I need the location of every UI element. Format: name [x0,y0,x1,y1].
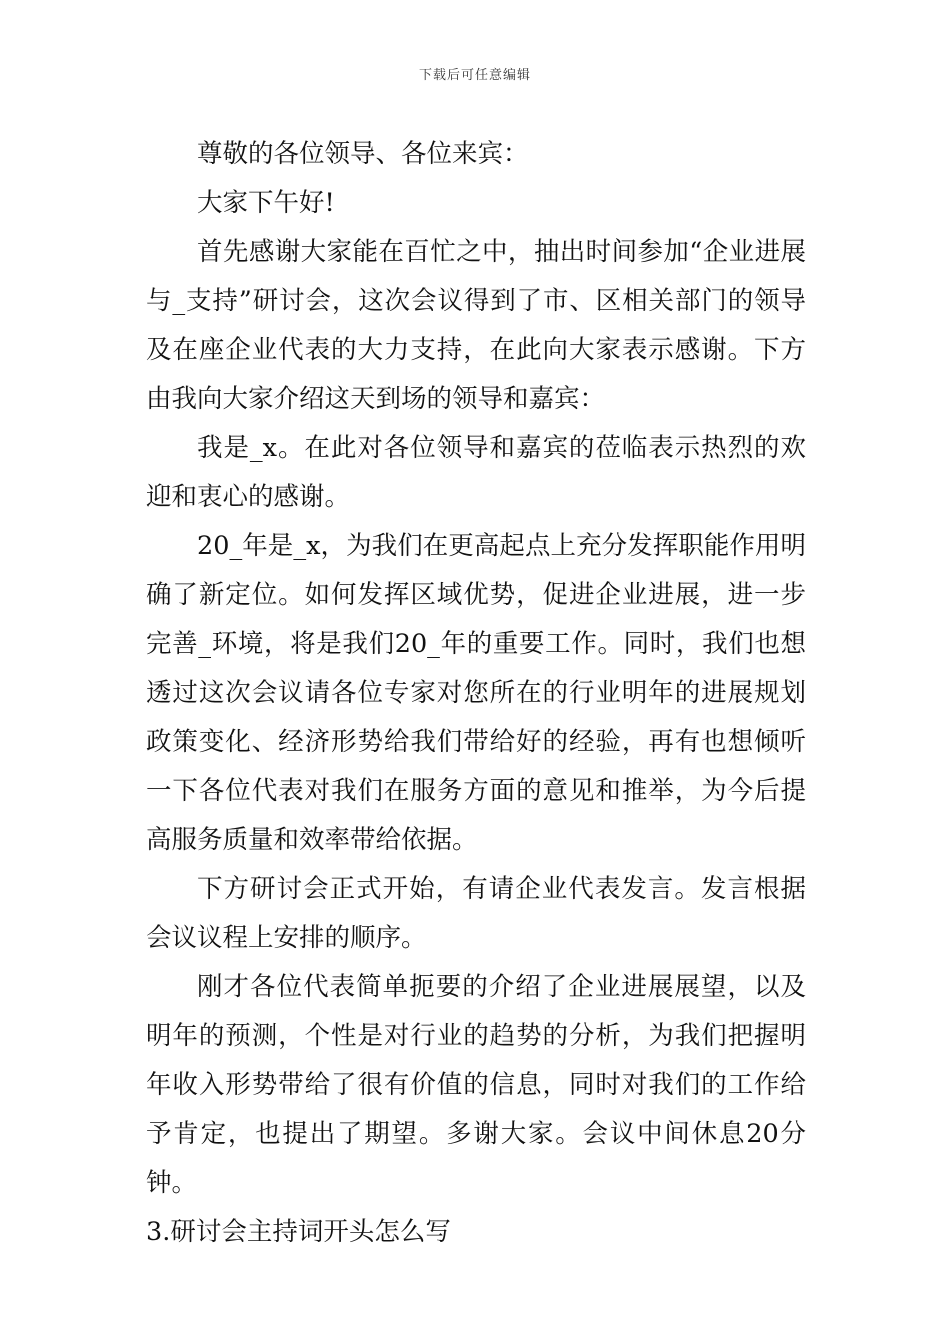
paragraph-closing: 刚才各位代表简单扼要的介绍了企业进展展望，以及明年的预测，个性是对行业的趋势的分析，为我们把握明年收入形势带给了很有价值的信息，同时对我们的工作给予肯定，也提出了期望。多谢大家。会议中间休息20分钟。 [146,972,806,1198]
paragraph-thanks: 首先感谢大家能在百忙之中，抽出时间参加“企业进展与_支持”研讨会，这次会议得到了市、区相关部门的领导及在座企业代表的大力支持，在此向大家表示感谢。下方由我向大家介绍这天到场的领导和嘉宾： [146,237,806,414]
greeting: 大家下午好! [197,188,335,218]
paragraph-start: 下方研讨会正式开始，有请企业代表发言。发言根据会议议程上安排的顺序。 [146,874,806,953]
document-body [146,130,806,1257]
paragraph-goals: 20_年是_x，为我们在更高起点上充分发挥职能作用明确了新定位。如何发挥区域优势，促进企业进展，进一步完善_环境，将是我们20_年的重要工作。同时，我们也想透过这次会议请各位专家对您所在的行业明年的进展规划政策变化、经济形势给我们带给好的经验，再有也想倾听一下各位代表对我们在服务方面的意见和推举，为今后提高服务质量和效率带给依据。 [146,531,806,855]
section-heading: 3.研讨会主持词开头怎么写 [146,1217,451,1247]
salutation: 尊敬的各位领导、各位来宾： [197,139,529,169]
page-header: 下载后可任意编辑 [418,68,531,83]
paragraph-welcome: 我是_x。在此对各位领导和嘉宾的莅临表示热烈的欢迎和衷心的感谢。 [146,433,806,512]
